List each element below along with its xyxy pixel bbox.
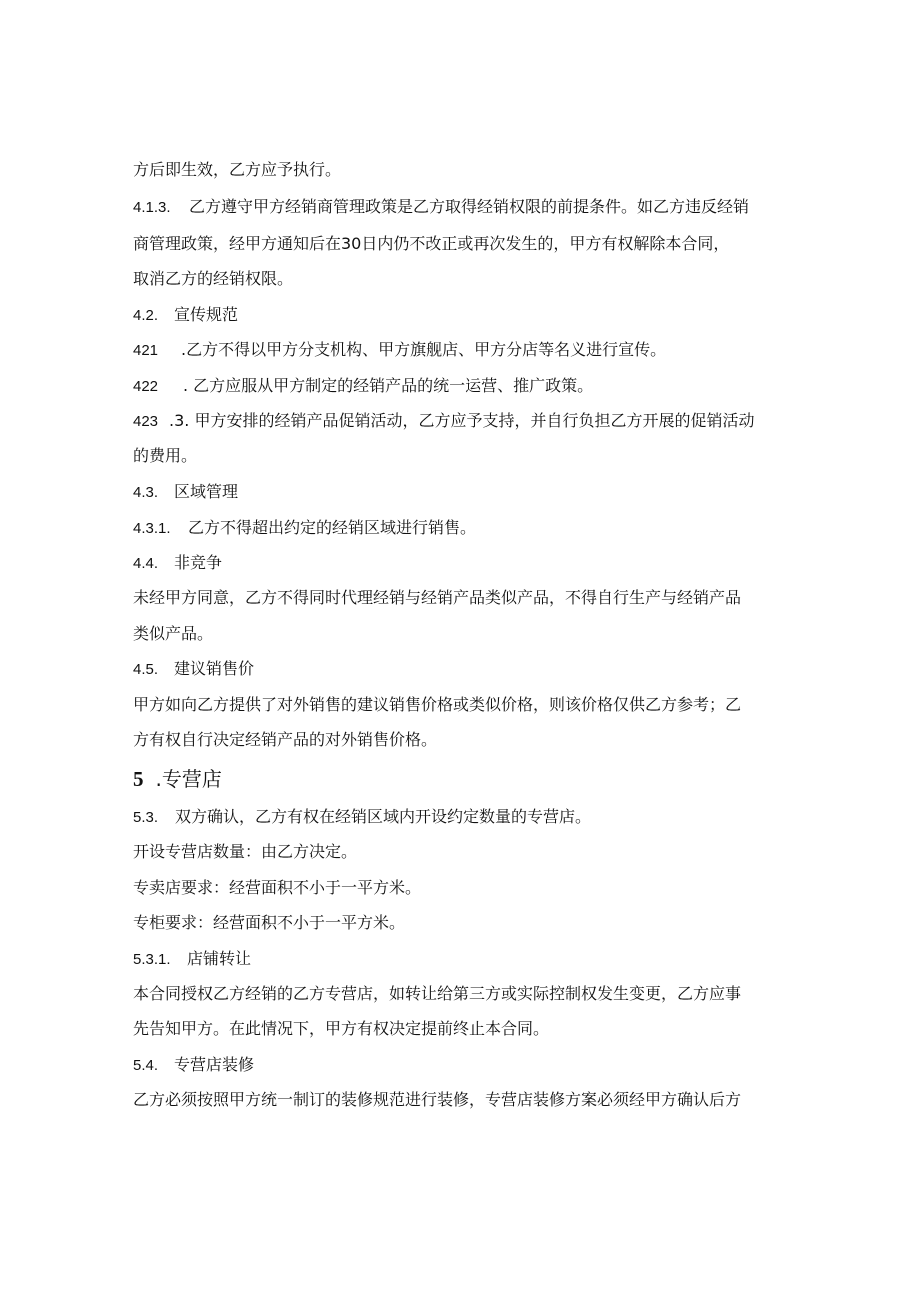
paragraph-line: 类似产品。: [133, 624, 214, 643]
clause-4-2-2: 422 . 乙方应服从甲方制定的经销产品的统一运营、推广政策。: [133, 376, 594, 395]
clause-4-4-heading: 4.4. 非竞争: [133, 553, 223, 572]
clause-5-3-1-heading: 5.3.1. 店铺转让: [133, 949, 252, 968]
clause-4-3-1: 4.3.1. 乙方不得超出约定的经销区域进行销售。: [133, 518, 477, 537]
clause-4-2-1: 421 .乙方不得以甲方分支机构、甲方旗舰店、甲方分店等名义进行宣传。: [133, 340, 667, 359]
clause-4-2-3: 423 .3. 甲方安排的经销产品促销活动，乙方应予支持，并自行负担乙方开展的促销活动: [133, 411, 755, 430]
paragraph-line: 本合同授权乙方经销的乙方专营店，如转让给第三方或实际控制权发生变更，乙方应事: [133, 984, 742, 1003]
clause-4-2-heading: 4.2. 宣传规范: [133, 305, 239, 324]
paragraph-line: 乙方必须按照甲方统一制订的装修规范进行装修，专营店装修方案必须经甲方确认后方: [133, 1090, 742, 1109]
paragraph-line: 商管理政策，经甲方通知后在30日内仍不改正或再次发生的，甲方有权解除本合同，: [133, 234, 730, 253]
paragraph-line: 取消乙方的经销权限。: [133, 269, 294, 288]
paragraph-line: 甲方如向乙方提供了对外销售的建议销售价格或类似价格，则该价格仅供乙方参考；乙: [133, 695, 742, 714]
clause-5-3: 5.3. 双方确认，乙方有权在经销区域内开设约定数量的专营店。: [133, 807, 592, 826]
paragraph-line: 的费用。: [133, 446, 198, 465]
clause-4-1-3: 4.1.3. 乙方遵守甲方经销商管理政策是乙方取得经销权限的前提条件。如乙方违反经销: [133, 197, 750, 216]
clause-4-3-heading: 4.3. 区域管理: [133, 482, 239, 501]
clause-5-4-heading: 5.4. 专营店装修: [133, 1055, 255, 1074]
section-5-heading: 5 .专营店: [133, 767, 222, 791]
paragraph-line: 专卖店要求：经营面积不小于一平方米。: [133, 878, 422, 897]
paragraph-line: 方有权自行决定经销产品的对外销售价格。: [133, 730, 438, 749]
paragraph-line: 方后即生效，乙方应予执行。: [133, 160, 342, 179]
paragraph-line: 未经甲方同意，乙方不得同时代理经销与经销产品类似产品，不得自行生产与经销产品: [133, 588, 742, 607]
paragraph-line: 开设专营店数量：由乙方决定。: [133, 842, 358, 861]
paragraph-line: 专柜要求：经营面积不小于一平方米。: [133, 913, 406, 932]
clause-4-5-heading: 4.5. 建议销售价: [133, 659, 255, 678]
paragraph-line: 先告知甲方。在此情况下，甲方有权决定提前终止本合同。: [133, 1019, 550, 1038]
